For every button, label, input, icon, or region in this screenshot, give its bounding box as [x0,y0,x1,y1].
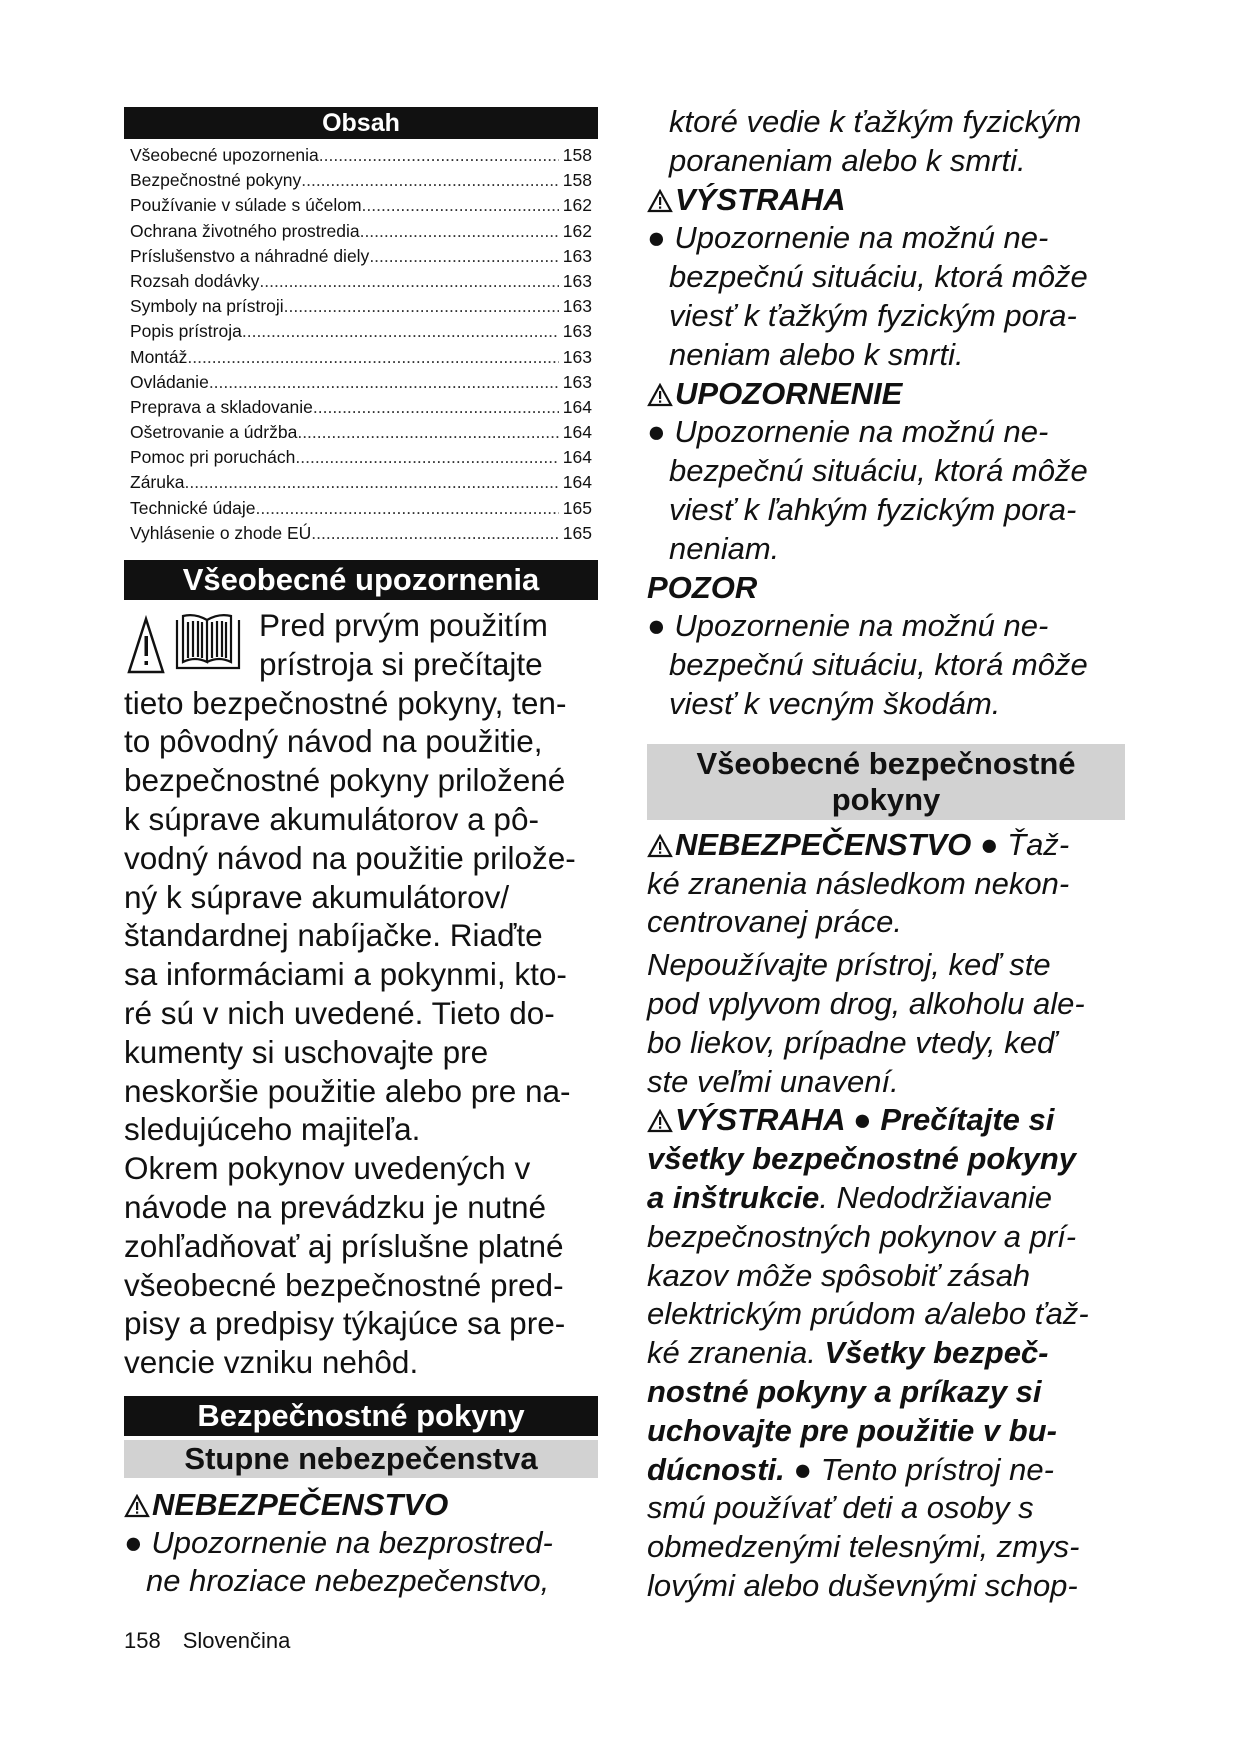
safety-instructions-heading: Bezpečnostné pokyny [124,1396,598,1436]
intro-line: zohľadňovať aj príslušne platné [124,1227,564,1264]
toc-leader-dots [369,244,558,269]
toc-item-label: Technické údaje [130,497,256,518]
left-column [124,107,598,1601]
toc-item[interactable] [130,244,592,269]
notice-line: ● Upozornenie na možnú ne- [647,608,1049,644]
toc-item-label: Ovládanie [130,371,209,392]
notice-line: viesť k vecným škodám. [669,685,1001,721]
text-line [647,1334,1125,1373]
toc-item-label: Všeobecné upozornenia [130,145,319,165]
continued-line: ktoré vedie k ťažkým fyzickým [669,104,1082,139]
warning-line: neniam alebo k smrti. [669,336,964,372]
toc-item-page: 165 [562,522,592,543]
toc-item-label: Ochrana životného prostredia [130,220,360,241]
intro-line: tieto bezpečnostné pokyny, ten- [124,684,567,721]
toc-leader-dots [256,496,559,521]
warning-triangle-icon [647,383,673,407]
toc-item-label: Vyhlásenie o zhode EÚ [130,522,312,543]
toc-leader-dots [209,370,559,395]
safety-paragraph-warning [647,1101,1125,1140]
toc-item[interactable] [130,420,592,445]
text-fragment: VÝSTRAHA ● Prečítajte si [675,1102,1055,1138]
warning-line: viesť k ťažkým fyzickým pora- [669,297,1077,333]
general-safety-heading-line: Všeobecné bezpečnostné [696,745,1076,781]
danger-line: ne hroziace nebezpečenstvo, [146,1563,550,1599]
general-safety-heading [647,744,1125,820]
caution-line: bezpečnú situáciu, ktorá môže [669,453,1088,489]
warning-triangle-icon [124,1494,150,1518]
text-line [647,1451,1125,1490]
caution-label-text: UPOZORNENIE [675,375,903,411]
notice-line: bezpečnú situáciu, ktorá môže [669,647,1088,683]
toc-item-page: 163 [562,321,592,342]
intro-line: neskoršie použitie alebo pre na- [124,1072,571,1109]
intro-line: kumenty si uschovajte pre [124,1033,489,1070]
toc-item[interactable] [130,370,592,395]
intro-line: štandardnej nabíjačke. Riaďte [124,917,543,954]
toc-item-page: 162 [562,195,592,216]
intro-line: ný k súprave akumulátorov/ [124,878,510,915]
general-warnings-heading: Všeobecné upozornenia [124,560,598,600]
toc-item-page: 163 [562,371,592,392]
text-line: elektrickým prúdom a/alebo ťaž- [647,1296,1089,1332]
text-fragment: a inštrukcie [647,1179,820,1215]
toc-leader-dots [313,395,559,420]
danger-line: ● Upozornenie na bezprostred- [124,1524,553,1560]
general-safety-heading-line: pokyny [831,781,941,817]
continued-line: poraneniam alebo k smrti. [669,142,1026,178]
intro-line: pisy a predpisy týkajúce sa pre- [124,1305,566,1342]
intro-line: návode na prevádzku je nutné [124,1188,547,1225]
toc-leader-dots [360,219,559,244]
warning-triangle-icon [647,834,673,858]
toc-item[interactable] [130,269,592,294]
toc-leader-dots [187,345,558,370]
intro-line: vodný návod na použitie prilože- [124,839,576,876]
toc-item-page: 163 [562,346,592,367]
text-line: bezpečnostných pokynov a prí- [647,1218,1077,1254]
caution-line: ● Upozornenie na možnú ne- [647,414,1049,450]
toc-leader-dots [319,143,559,168]
toc-leader-dots [362,193,559,218]
caution-line: neniam. [669,530,780,566]
text-fragment: dúcnosti. [647,1451,785,1487]
right-column [647,103,1125,1606]
toc-leader-dots [311,521,559,546]
toc-leader-dots [301,168,559,193]
intro-line: k súprave akumulátorov a pô- [124,800,539,837]
toc-item[interactable] [130,521,592,546]
toc-item-page: 164 [562,447,592,468]
text-line: bo liekov, prípadne vtedy, keď [647,1024,1057,1060]
toc-item[interactable] [130,219,592,244]
toc-leader-dots [242,319,559,344]
text-line: lovými alebo duševnými schop- [647,1567,1078,1603]
intro-line: prístroja si prečítajte [259,645,543,682]
intro-line: vencie vzniku nehôd. [124,1344,419,1381]
toc-item[interactable] [130,445,592,470]
toc-item-label: Ošetrovanie a údržba [130,422,298,443]
danger-label-text: NEBEZPEČENSTVO [152,1486,449,1522]
warning-line: bezpečnú situáciu, ktorá môže [669,259,1088,295]
bullet-separator: ● [971,826,1008,862]
intro-line: sledujúceho majiteľa. [124,1111,421,1148]
toc-item-page: 163 [562,245,592,266]
hazard-levels-heading: Stupne nebezpečenstva [124,1440,598,1478]
toc-item-label: Symboly na prístroji [130,296,284,317]
caution-line: viesť k ľahkým fyzickým pora- [669,491,1077,527]
toc-item-page: 164 [562,422,592,443]
toc-item-label: Pomoc pri poruchách [130,447,296,468]
warning-triangle-icon [647,1109,673,1133]
table-of-contents [124,143,598,546]
intro-line: bezpečnostné pokyny priložené [124,762,566,799]
danger-label [124,1486,598,1524]
toc-item-page: 163 [562,296,592,317]
toc-item-page: 165 [562,497,592,518]
toc-item-label: Záruka [130,472,185,493]
toc-leader-dots [259,269,558,294]
toc-item[interactable] [130,395,592,420]
text-fragment: ● Tento prístroj ne- [784,1451,1054,1487]
text-line: všetky bezpečnostné pokyny [647,1141,1076,1177]
text-line: uchovajte pre použitie v bu- [647,1412,1057,1448]
intro-line: to pôvodný návod na použitie, [124,723,543,760]
warning-line: ● Upozornenie na možnú ne- [647,220,1049,256]
toc-item-page: 162 [562,220,592,241]
toc-item-label: Montáž [130,346,188,367]
toc-item-page: 163 [562,270,592,291]
toc-item[interactable] [130,168,592,193]
toc-item-label: Popis prístroja [130,321,242,342]
footer-language: Slovenčina [182,1628,291,1653]
intro-line: ré sú v nich uvedené. Tieto do- [124,994,555,1031]
text-fragment: ké zranenia. [647,1335,825,1371]
notice-label: POZOR [647,569,758,605]
toc-leader-dots [297,420,558,445]
toc-leader-dots [295,445,558,470]
toc-item[interactable] [130,470,592,495]
text-fragment: Všetky bezpeč- [824,1335,1049,1371]
text-fragment: Ťaž- [1007,826,1070,862]
text-line: centrovanej práce. [647,904,903,940]
text-line: nostné pokyny a príkazy si [647,1373,1042,1409]
safety-paragraph-danger [647,826,1125,865]
warning-label [647,181,1125,220]
toc-item[interactable] [130,345,592,370]
toc-item-page: 158 [562,170,592,191]
toc-item[interactable] [130,143,592,168]
warning-triangle-icon [647,189,673,213]
general-warnings-text [124,606,598,1382]
toc-item-label: Preprava a skladovanie [130,396,313,417]
text-line: Nepoužívajte prístroj, keď ste [647,947,1051,983]
text-line [647,1179,1125,1218]
text-line: obmedzenými telesnými, zmys- [647,1529,1080,1565]
intro-line: Pred prvým použitím [259,607,548,643]
intro-line: všeobecné bezpečnostné pred- [124,1266,564,1303]
toc-item-page: 158 [562,145,592,165]
toc-title: Obsah [124,107,598,139]
toc-item-page: 164 [562,396,592,417]
toc-item[interactable] [130,496,592,521]
intro-line: Okrem pokynov uvedených v [124,1150,531,1187]
caution-label [647,375,1125,414]
text-line: ste veľmi unavení. [647,1063,899,1099]
page-number: 158 [124,1628,161,1653]
text-fragment: . Nedodržiavanie [819,1179,1052,1215]
danger-label-text: NEBEZPEČENSTVO [675,826,972,862]
toc-leader-dots [284,294,559,319]
toc-item[interactable] [130,294,592,319]
intro-line: sa informáciami a pokynmi, kto- [124,956,567,993]
text-line: kazov môže spôsobiť zásah [647,1257,1031,1293]
toc-leader-dots [184,470,558,495]
warning-and-manual-icon [127,610,245,680]
toc-item-label: Rozsah dodávky [130,270,260,291]
text-line: pod vplyvom drog, alkoholu ale- [647,985,1085,1021]
toc-item-label: Príslušenstvo a náhradné diely [130,245,370,266]
toc-item[interactable] [130,319,592,344]
toc-item[interactable] [130,193,592,218]
text-line: ké zranenia následkom nekon- [647,865,1070,901]
text-line: smú používať deti a osoby s [647,1490,1034,1526]
warning-label-text: VÝSTRAHA [675,181,846,217]
toc-item-label: Používanie v súlade s účelom [130,195,362,216]
page-footer [124,1628,312,1654]
toc-item-label: Bezpečnostné pokyny [130,170,302,191]
toc-item-page: 164 [562,472,592,493]
